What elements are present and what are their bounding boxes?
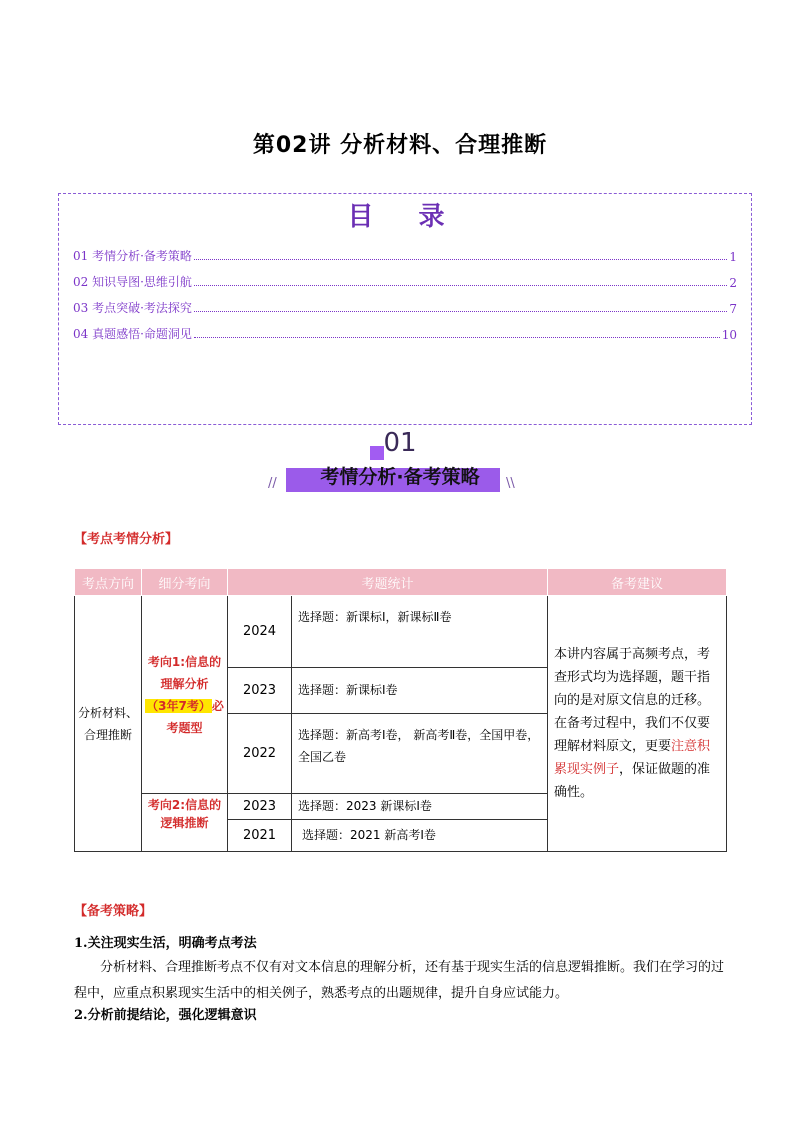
table-of-contents	[58, 193, 752, 425]
table-header-row	[75, 569, 727, 596]
stat-cell: 选择题：新高考Ⅰ卷， 新高考Ⅱ卷，全国甲卷，全国乙卷	[292, 714, 548, 794]
year-cell: 2022	[228, 714, 292, 794]
toc-item[interactable]	[73, 270, 737, 290]
year-cell: 2024	[228, 596, 292, 668]
advice-cell	[548, 596, 727, 852]
strategy-point-1-text: 分析材料、合理推断考点不仅有对文本信息的理解分析，还有基于现实生活的信息逻辑推断。我们在学习的过程中，应重点积累现实生活中的相关例子，熟悉考点的出题规律，提升自身应试能力。	[74, 960, 725, 1001]
header-cell: 备考建议	[548, 569, 727, 596]
stat-cell: 选择题：新课标Ⅰ卷	[292, 668, 548, 714]
toc-item-label: 04 真题感悟·命题洞见	[73, 327, 192, 341]
toc-item-label: 02 知识导图·思维引航	[73, 275, 192, 289]
advice-text: 本讲内容属于高频考点，考查形式均为选择题，题干指向的是对原文信息的迁移。在备考过程中，我们不仅要理解材料原文，更要	[554, 647, 711, 754]
strategy-point-1-title: 1.关注现实生活，明确考点考法	[74, 936, 257, 951]
header-cell: 考点方向	[75, 569, 142, 596]
section-banner-title: 考情分析·备考策略	[320, 466, 480, 488]
table-row	[75, 596, 727, 668]
toc-item[interactable]	[73, 296, 737, 316]
toc-item[interactable]	[73, 244, 737, 264]
stat-cell: 选择题：2021 新高考Ⅰ卷	[292, 820, 548, 852]
toc-item-page: 2	[729, 276, 737, 290]
toc-leader-dots	[194, 285, 727, 286]
direction-1-highlight: （3年7考）	[146, 698, 211, 713]
toc-item-page: 10	[721, 328, 737, 342]
year-cell: 2021	[228, 820, 292, 852]
toc-leader-dots	[194, 337, 720, 338]
toc-heading: 目 录	[347, 202, 463, 232]
toc-leader-dots	[194, 311, 727, 312]
direction-2-cell: 考向2:信息的逻辑推断	[142, 794, 228, 852]
toc-item-page: 7	[729, 302, 737, 316]
stat-cell: 选择题：新课标Ⅰ，新课标Ⅱ卷	[292, 596, 548, 668]
toc-item[interactable]	[73, 322, 737, 342]
direction-1-cell	[142, 596, 228, 794]
toc-item-page: 1	[729, 250, 737, 264]
page-title: 第02讲 分析材料、合理推断	[252, 133, 548, 158]
direction-1-name: 考向1:信息的理解分析	[147, 654, 222, 691]
section-number: 01	[383, 428, 417, 458]
toc-item-label: 03 考点突破·考法探究	[73, 301, 192, 315]
strategy-point-2-title: 2.分析前提结论，强化逻辑意识	[74, 1008, 257, 1023]
header-cell: 考题统计	[228, 569, 548, 596]
year-cell: 2023	[228, 794, 292, 820]
advice-emphasis: 注意积累现实例子	[554, 739, 711, 777]
toc-leader-dots	[194, 259, 727, 260]
banner-slash-left: //	[268, 476, 277, 491]
direction-1-note: 必考题型	[166, 698, 224, 735]
stat-cell: 选择题：2023 新课标Ⅰ卷	[292, 794, 548, 820]
banner-slash-right: \\	[506, 476, 515, 491]
analysis-tag: 【考点考情分析】	[74, 532, 179, 547]
strategy-tag: 【备考策略】	[74, 904, 153, 919]
topic-cell: 分析材料、合理推断	[75, 596, 142, 852]
exam-stats-table	[74, 568, 727, 852]
header-cell: 细分考向	[142, 569, 228, 596]
year-cell: 2023	[228, 668, 292, 714]
toc-item-label: 01 考情分析·备考策略	[73, 249, 192, 263]
advice-text-end: ，保证做题的准确性。	[554, 762, 711, 800]
